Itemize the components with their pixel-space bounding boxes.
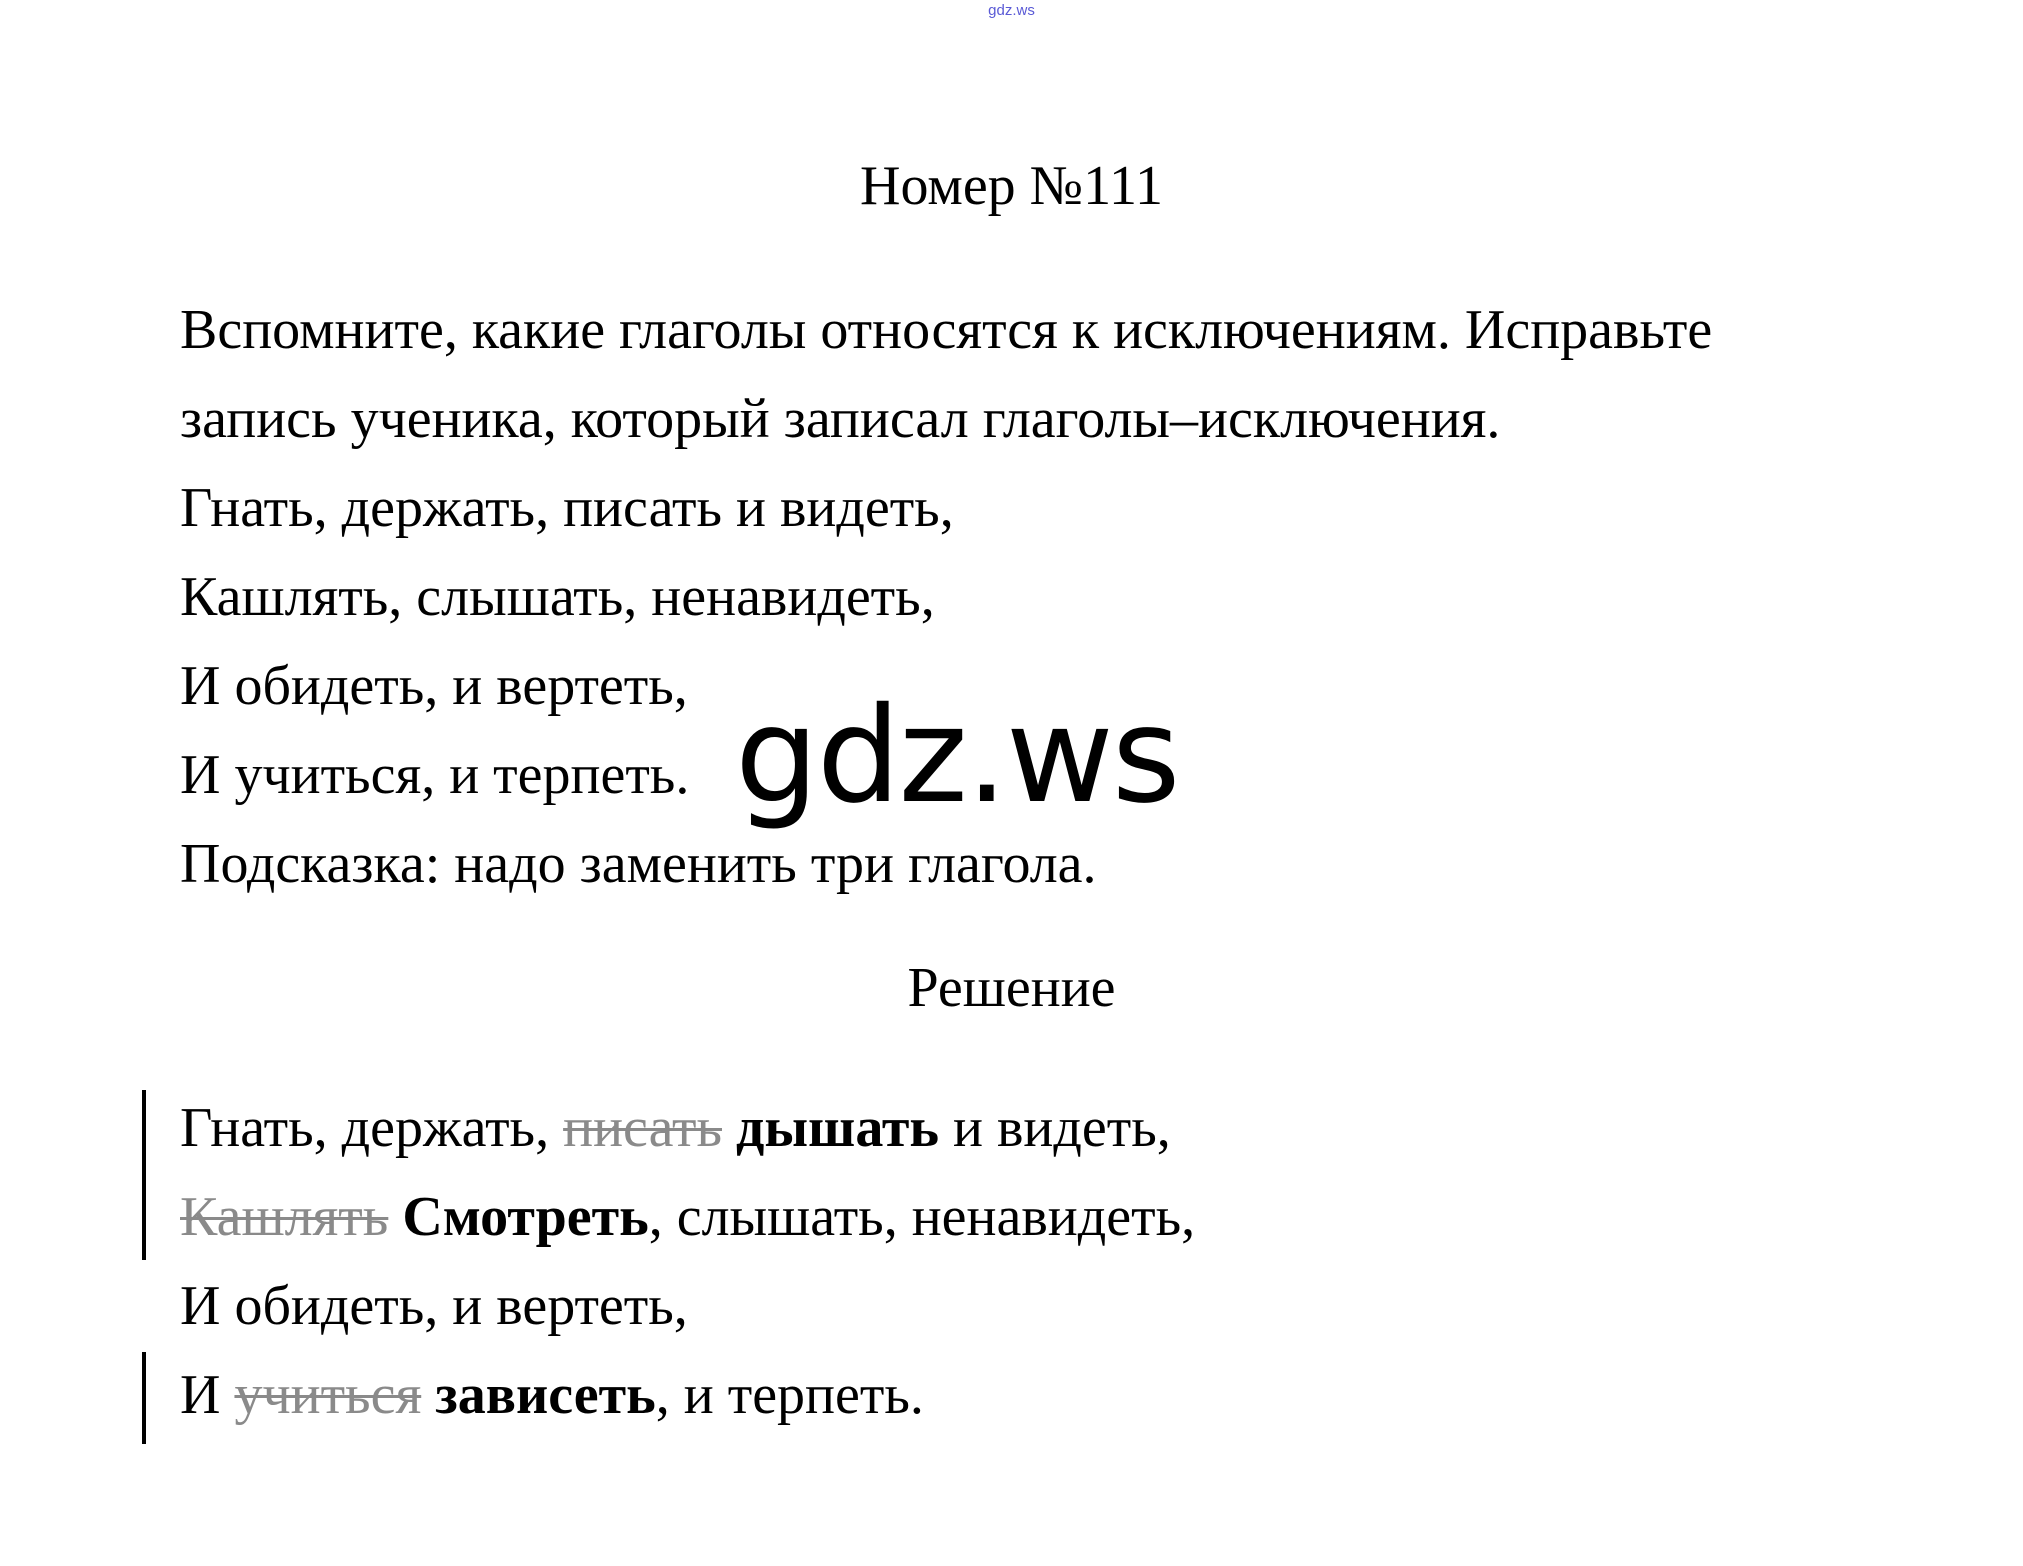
poem-line: И учиться, и терпеть. (180, 744, 690, 806)
watermark-logo: gdz.ws (735, 679, 1179, 833)
replacement-word: зависеть (435, 1364, 656, 1426)
line-text: и видеть, (939, 1097, 1171, 1159)
struck-word: Кашлять (180, 1186, 389, 1248)
struck-word: учиться (234, 1364, 422, 1426)
line-text: Гнать, держать, (180, 1097, 564, 1159)
task-line: Вспомните, какие глаголы относятся к исключениям. Исправьте (180, 299, 1713, 361)
poem-line: Гнать, держать, писать и видеть, (180, 477, 954, 539)
task-line: запись ученика, который записал глаголы–исключения. (180, 388, 1501, 450)
hint-line: Подсказка: надо заменить три глагола. (180, 833, 1097, 895)
exercise-title: Номер №111 (860, 155, 1163, 217)
line-text: , слышать, ненавидеть, (648, 1186, 1196, 1248)
line-text: , и терпеть. (655, 1364, 924, 1426)
solution-line (180, 1351, 1195, 1440)
correction-margin-bar (142, 1090, 146, 1260)
struck-word: писать (563, 1097, 722, 1159)
line-text: И (180, 1364, 235, 1426)
line-text: И обидеть, и вертеть, (180, 1275, 688, 1337)
site-link[interactable]: gdz.ws (988, 2, 1035, 19)
correction-margin-bar (142, 1352, 146, 1444)
solution-line (180, 1173, 1195, 1262)
solution-line (180, 1084, 1195, 1173)
replacement-word: Смотреть (402, 1186, 649, 1248)
solution-line (180, 1262, 1195, 1351)
poem-line: И обидеть, и вертеть, (180, 655, 688, 717)
replacement-word: дышать (736, 1097, 939, 1159)
solution-heading: Решение (907, 957, 1116, 1019)
poem-line: Кашлять, слышать, ненавидеть, (180, 566, 935, 628)
solution-text (180, 1084, 1195, 1440)
